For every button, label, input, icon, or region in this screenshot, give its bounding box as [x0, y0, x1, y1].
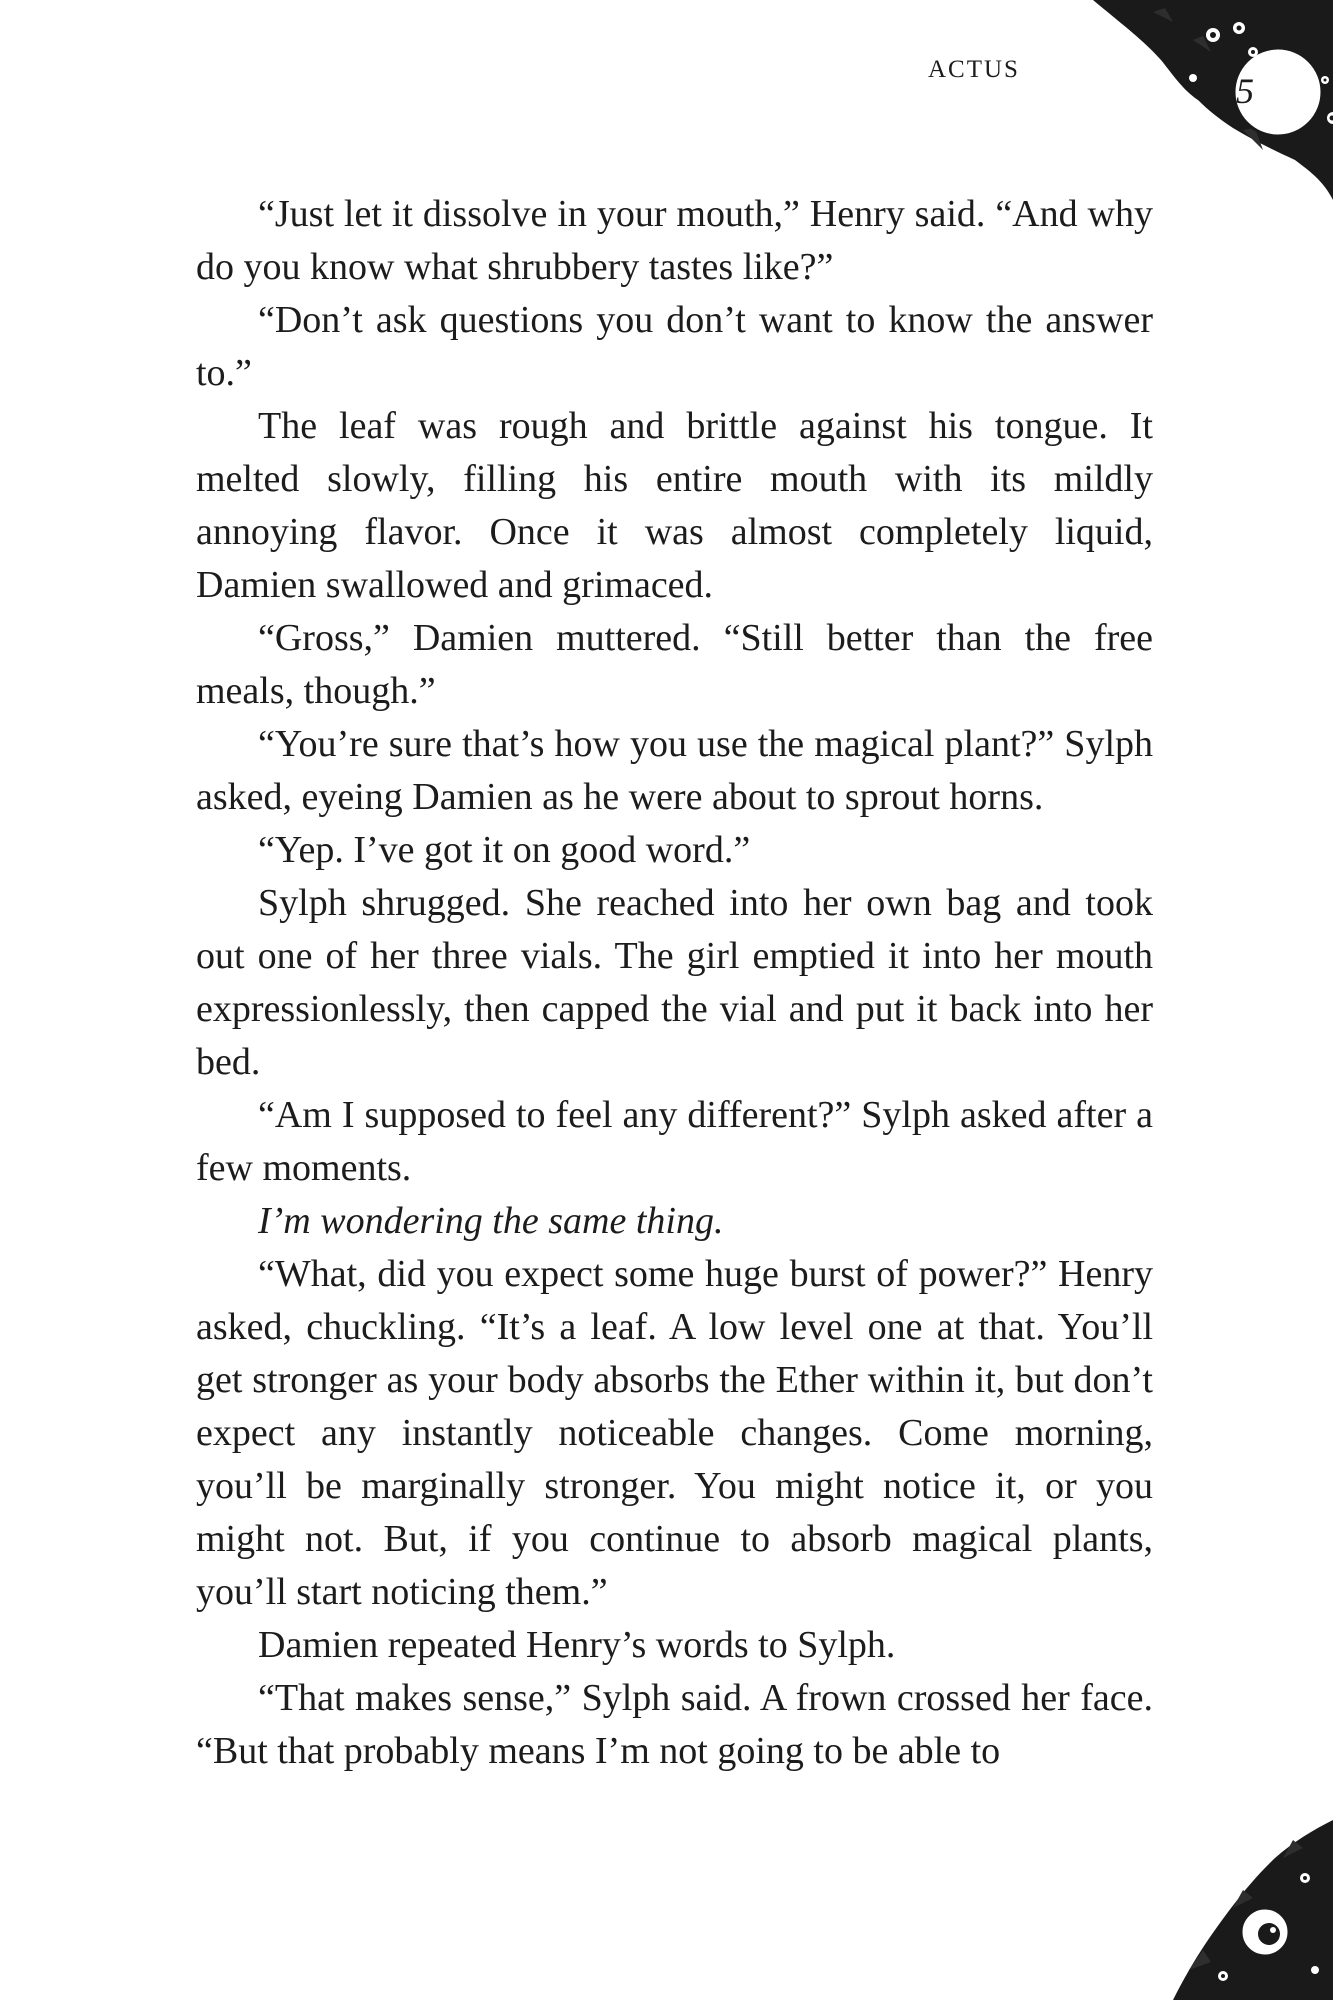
paragraph: “Gross,” Damien muttered. “Still better than the free meals, though.” — [196, 617, 1153, 712]
paragraph: I’m wondering the same thing. — [258, 1200, 724, 1242]
paragraph: “You’re sure that’s how you use the magical plant?” Sylph asked, eyeing Damien as he were about to sprout horns. — [196, 723, 1153, 818]
paragraph: “What, did you expect some huge burst of power?” Henry asked, chuckling. “It’s a leaf. A low level one at that. You’ll get stronger as your body absorbs the Ether within it, but don’t expect any instantly noticeable changes. Come morning, you’ll be marginally stronger. You might notice it, or you might not. But, if you continue to absorb magical plants, you’ll start noticing them.” — [196, 1253, 1153, 1613]
body-text — [196, 188, 1153, 1778]
paragraph: “Just let it dissolve in your mouth,” Henry said. “And why do you know what shrubbery tastes like?” — [196, 193, 1153, 288]
page-number: 5 — [1236, 71, 1254, 111]
corner-ornament-top — [1033, 0, 1333, 200]
paragraph: Sylph shrugged. She reached into her own bag and took out one of her three vials. The girl emptied it into her mouth expressionlessly, then capped the vial and put it back into her bed. — [196, 882, 1153, 1083]
paragraph: The leaf was rough and brittle against his tongue. It melted slowly, filling his entire mouth with its mildly annoying flavor. Once it was almost completely liquid, Damien swallowed and grimaced. — [196, 405, 1153, 606]
paragraph: “Yep. I’ve got it on good word.” — [258, 829, 751, 871]
running-head: ACTUS — [928, 56, 1020, 83]
corner-ornament-bottom — [1093, 1800, 1333, 2000]
paragraph: “Don’t ask questions you don’t want to know the answer to.” — [196, 299, 1153, 394]
paragraph: Damien repeated Henry’s words to Sylph. — [258, 1624, 896, 1666]
paragraph: “Am I supposed to feel any different?” Sylph asked after a few moments. — [196, 1094, 1153, 1189]
paragraph: “That makes sense,” Sylph said. A frown crossed her face. “But that probably means I’m not going to be able to — [196, 1677, 1153, 1772]
